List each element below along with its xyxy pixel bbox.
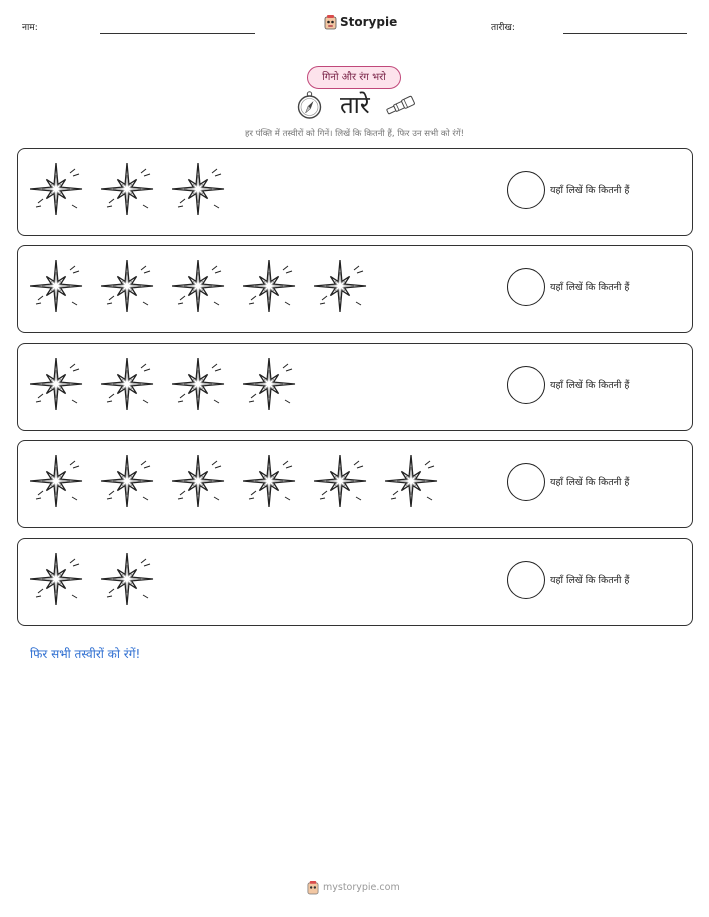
count-row-3	[17, 343, 693, 431]
count-row-2	[17, 245, 693, 333]
spyglass-icon	[384, 94, 418, 116]
star-icon	[101, 453, 155, 509]
star-icon	[314, 258, 368, 314]
star-icon	[243, 453, 297, 509]
site-url: mystorypie.com	[323, 882, 400, 893]
site-footer	[307, 880, 400, 895]
answer-circle[interactable]	[507, 268, 545, 306]
title-row	[296, 88, 418, 124]
star-icon	[30, 453, 84, 509]
star-icon	[314, 453, 368, 509]
star-icon	[30, 356, 84, 412]
page-title: तारे	[340, 91, 370, 119]
star-icon	[172, 161, 226, 217]
answer-circle[interactable]	[507, 171, 545, 209]
date-field[interactable]	[563, 33, 687, 34]
name-label: नाम:	[22, 23, 38, 33]
answer-label: यहाँ लिखें कि कितनी हैं	[550, 380, 630, 391]
brand-name: Storypie	[340, 15, 398, 29]
star-icon	[30, 551, 84, 607]
star-icon	[30, 258, 84, 314]
star-icon	[101, 356, 155, 412]
count-row-5	[17, 538, 693, 626]
activity-badge: गिनो और रंग भरो	[307, 66, 401, 89]
storypie-logo-icon	[324, 14, 337, 30]
star-icon	[101, 258, 155, 314]
star-icon	[30, 161, 84, 217]
star-group	[30, 258, 368, 314]
star-icon	[243, 356, 297, 412]
star-icon	[172, 258, 226, 314]
star-icon	[101, 161, 155, 217]
answer-circle[interactable]	[507, 366, 545, 404]
date-label: तारीख:	[491, 23, 515, 33]
star-group	[30, 161, 226, 217]
star-icon	[172, 453, 226, 509]
star-icon	[172, 356, 226, 412]
count-row-4	[17, 440, 693, 528]
star-group	[30, 551, 155, 607]
compass-icon	[296, 90, 323, 120]
storypie-logo-icon	[307, 880, 319, 895]
name-field[interactable]	[100, 33, 255, 34]
star-icon	[101, 551, 155, 607]
count-row-1	[17, 148, 693, 236]
answer-label: यहाँ लिखें कि कितनी हैं	[550, 282, 630, 293]
answer-label: यहाँ लिखें कि कितनी हैं	[550, 477, 630, 488]
star-icon	[385, 453, 439, 509]
star-group	[30, 356, 297, 412]
star-group	[30, 453, 439, 509]
answer-circle[interactable]	[507, 561, 545, 599]
answer-label: यहाँ लिखें कि कितनी हैं	[550, 185, 630, 196]
brand	[324, 14, 397, 30]
star-icon	[243, 258, 297, 314]
answer-label: यहाँ लिखें कि कितनी हैं	[550, 575, 630, 586]
coloring-note: फिर सभी तस्वीरों को रंगें!	[30, 647, 141, 661]
answer-circle[interactable]	[507, 463, 545, 501]
instructions: हर पंक्ति में तस्वीरों को गिनें। लिखें कि कितनी हैं, फिर उन सभी को रंगें!	[244, 129, 465, 139]
